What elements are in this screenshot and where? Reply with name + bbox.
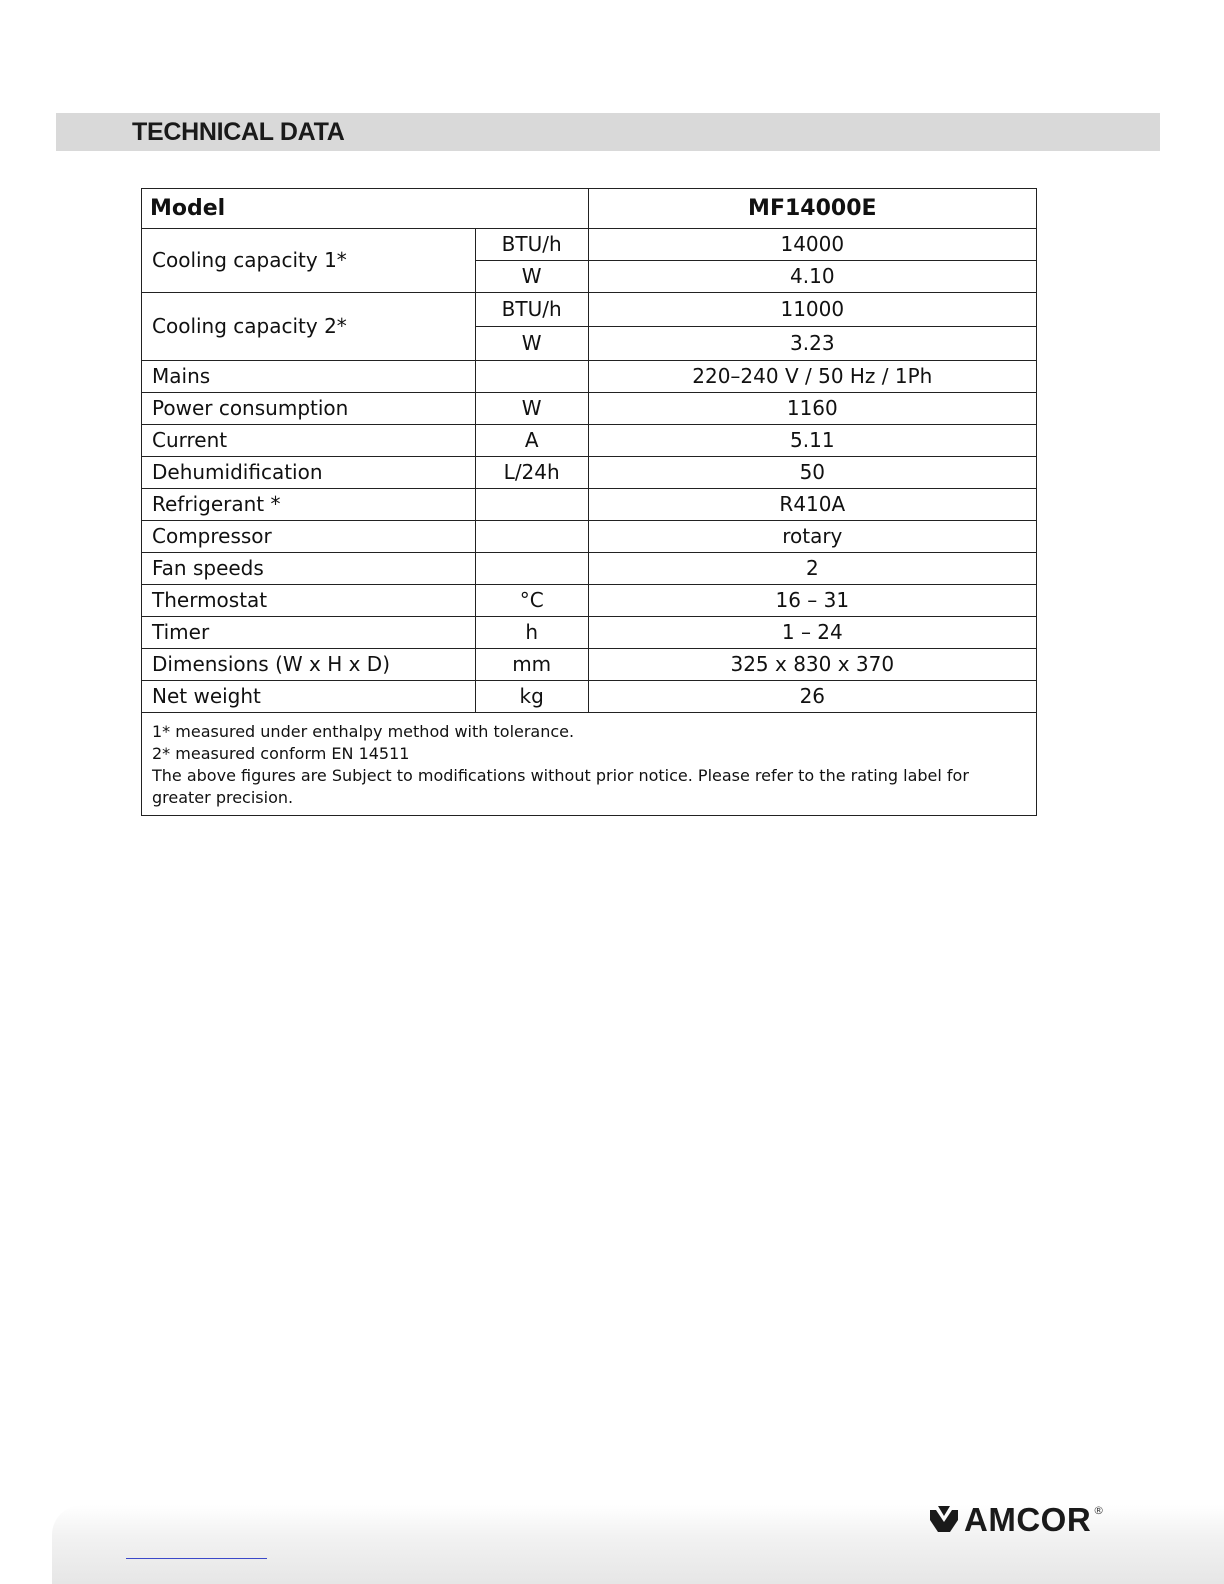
row-value: 220–240 V / 50 Hz / 1Ph [588,361,1036,393]
row-label: Thermostat [142,585,476,617]
footer-link-underline [126,1558,267,1559]
row-value: 1 – 24 [588,617,1036,649]
row-value: 4.10 [588,261,1036,293]
row-value: 14000 [588,229,1036,261]
table-row [142,293,1037,327]
row-unit: W [475,327,588,361]
footnote-2: 2* measured conform EN 14511 [152,744,410,763]
footnote-1: 1* measured under enthalpy method with tolerance. [152,722,575,741]
table-row [142,393,1037,425]
technical-data-table [141,188,1037,816]
row-unit: °C [475,585,588,617]
table-row [142,585,1037,617]
table-row [142,361,1037,393]
row-unit: BTU/h [475,229,588,261]
row-unit: W [475,393,588,425]
row-label: Dehumidification [142,457,476,489]
table-row [142,649,1037,681]
row-label: Current [142,425,476,457]
row-unit [475,489,588,521]
row-value: 26 [588,681,1036,713]
row-unit: kg [475,681,588,713]
row-unit [475,553,588,585]
row-value: 5.11 [588,425,1036,457]
disclaimer-note: The above figures are Subject to modifications without prior notice. Please refer to the rating label for greater precision. [152,766,969,807]
row-unit [475,361,588,393]
row-value: 16 – 31 [588,585,1036,617]
row-value: 1160 [588,393,1036,425]
row-unit: A [475,425,588,457]
row-label: Timer [142,617,476,649]
row-label: Cooling capacity 1* [142,229,476,293]
row-value: 3.23 [588,327,1036,361]
row-unit: L/24h [475,457,588,489]
row-value: R410A [588,489,1036,521]
table-row [142,681,1037,713]
model-value: MF14000E [588,189,1036,229]
amcor-mark-icon [928,1504,960,1536]
row-label: Net weight [142,681,476,713]
table-notes [142,713,1037,816]
row-unit: BTU/h [475,293,588,327]
row-unit [475,521,588,553]
table-row [142,489,1037,521]
row-value: 50 [588,457,1036,489]
table-row [142,425,1037,457]
notes-row [142,713,1037,816]
table-row [142,617,1037,649]
row-label: Dimensions (W x H x D) [142,649,476,681]
amcor-logo [928,1500,1104,1540]
row-label: Compressor [142,521,476,553]
row-label: Fan speeds [142,553,476,585]
registered-mark: ® [1093,1504,1105,1517]
row-unit: W [475,261,588,293]
row-label: Cooling capacity 2* [142,293,476,361]
row-value: 2 [588,553,1036,585]
row-value: 325 x 830 x 370 [588,649,1036,681]
row-unit: h [475,617,588,649]
table-header-row [142,189,1037,229]
row-label: Refrigerant * [142,489,476,521]
row-value: rotary [588,521,1036,553]
table-row [142,457,1037,489]
table-row [142,229,1037,261]
section-title: TECHNICAL DATA [132,118,345,146]
row-label: Mains [142,361,476,393]
row-value: 11000 [588,293,1036,327]
row-label: Power consumption [142,393,476,425]
model-label: Model [142,189,589,229]
row-unit: mm [475,649,588,681]
table-row [142,553,1037,585]
table-row [142,521,1037,553]
brand-name: AMCOR [964,1501,1092,1538]
